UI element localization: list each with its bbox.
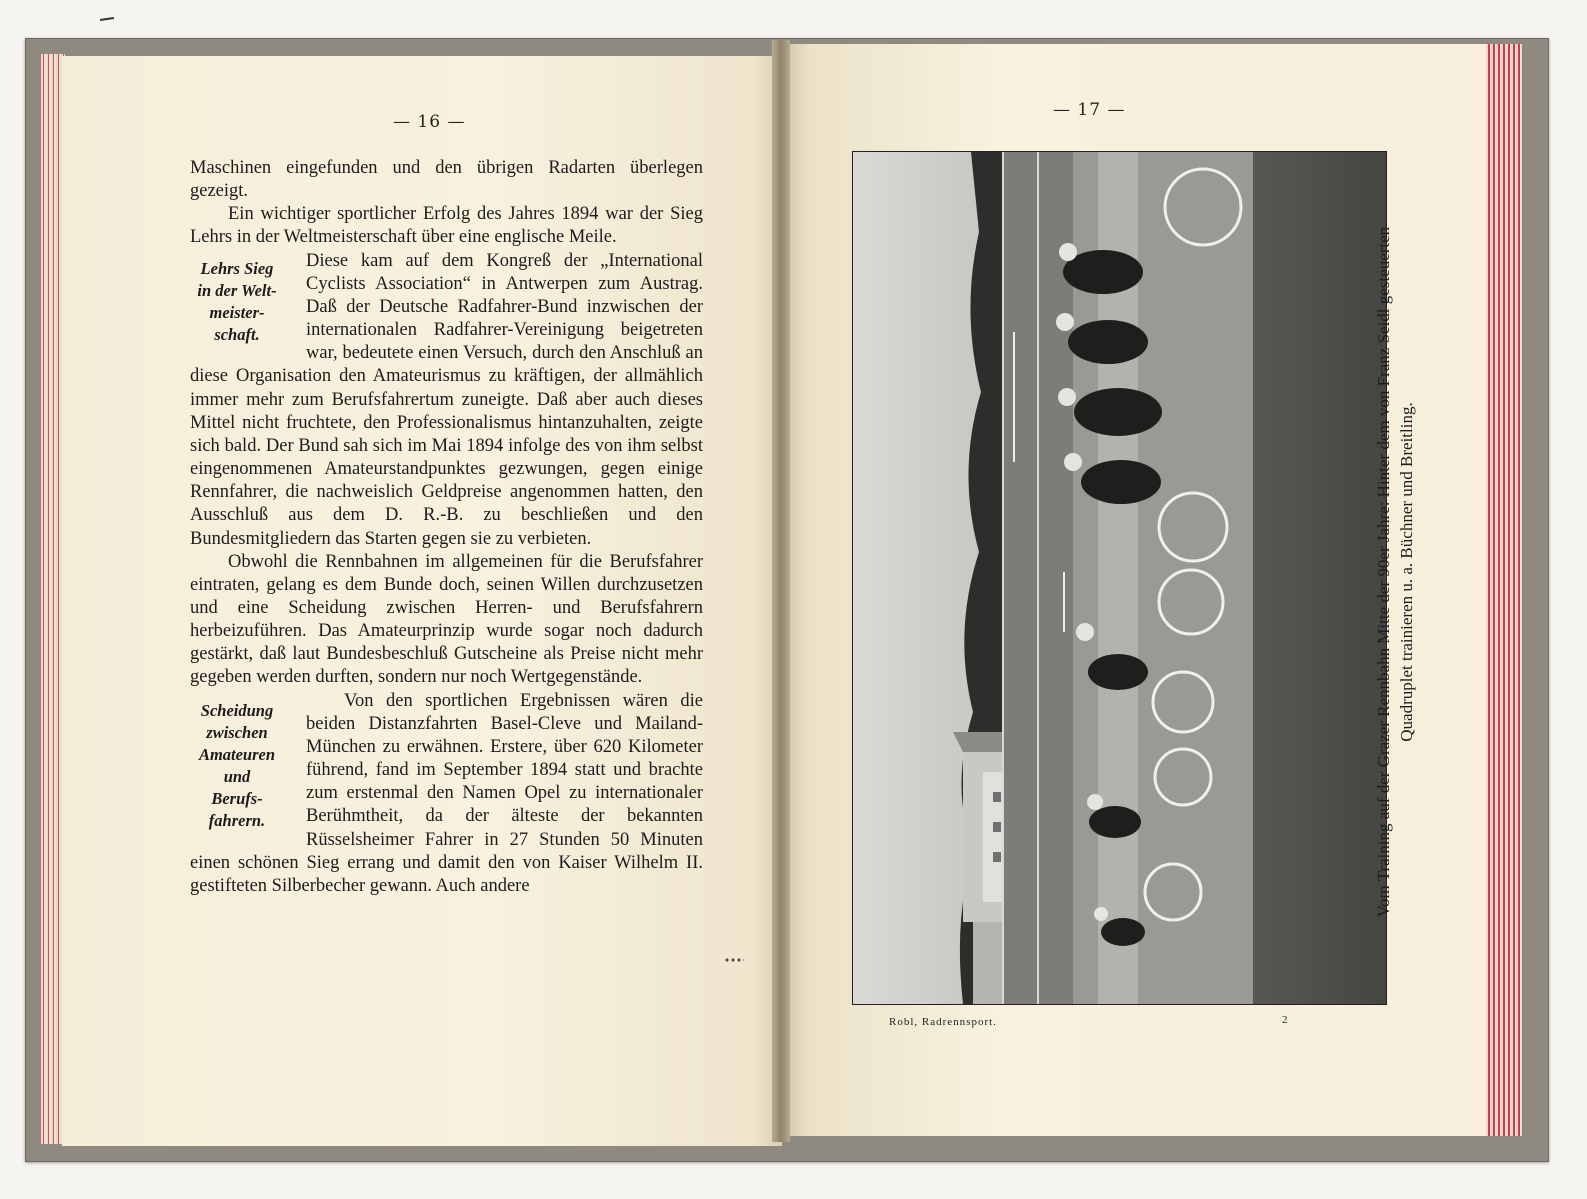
side-note-line: fahrern. — [208, 810, 266, 830]
side-note-line: Lehrs Sieg — [200, 258, 274, 278]
paragraph-3: Obwohl die Rennbahnen im allgemeinen für die Berufsfahrer eintraten, gelang es dem Bunde doch, seinen Willen durchzusetzen und eine Scheidung zwischen Herren- und Berufsfahrern herbeizuführen. Das Amateurprinzip wurde sogar noch dadurch gestärkt, daß laut Bundesbeschluß Gutscheine als Preise nicht mehr gegeben werden durften, sondern nur noch Wertgegenstände. — [190, 551, 703, 688]
ink-mark — [724, 958, 744, 962]
book-gutter — [772, 40, 790, 1142]
caption-text — [1372, 145, 1418, 1000]
side-note-line: in der Welt- — [197, 280, 277, 300]
side-note-scheidung — [186, 700, 288, 832]
side-note-line: zwischen — [206, 722, 268, 742]
side-note-line: Berufs- — [211, 788, 263, 808]
margin-mark — [100, 17, 114, 21]
paragraph-4: Von den sportlichen Ergebnissen wären die beiden Distanzfahrten Basel-Cleve und Mailand-München zu erwähnen. Erstere, über 620 Kilometer führend, fand im September 1894 statt und brachte zum erstenmal den Namen Opel zu internationaler Berühmtheit, da der älteste der bekannten Rüsselsheimer Fahrer in 27 Stunden 50 Minuten einen schönen Sieg errang und damit den von Kaiser Wilhelm II. gestifteten Silberbecher gewann. Auch andere — [190, 690, 703, 896]
side-note-line: Scheidung — [200, 700, 274, 720]
paragraph-1: Maschinen eingefunden und den übrigen Radarten überlegen gezeigt. — [190, 158, 703, 202]
sheet-signature: 2 — [1282, 1014, 1288, 1026]
page-number-right: — 17 — — [1053, 100, 1126, 120]
side-note-line: Amateuren — [198, 744, 276, 764]
photograph-quadruplet-training — [852, 151, 1387, 1005]
side-note-line: meister- — [209, 302, 265, 322]
paragraph-3-lead — [190, 551, 703, 690]
paragraph-2: Diese kam auf dem Kongreß der „International Cyclists Association“ in Antwerpen zum Austrag. Daß der Deutsche Radfahrer-Bund inzwischen der internationalen Radfahrer-Vereinigung beigetreten war, bedeutete einen Versuch, durch den Anschluß an diese Organisation den Amateurismus zu kräftigen, der allmählich immer mehr zum Berufsfahrertum zuneigte. Daß aber auch dieses Mittel nicht fruchtete, den Professionalismus hintanzuhalten, zeigte sich bald. Der Bund sah sich im Mai 1894 infolge des von ihm selbst eingenommenen Amateurstandpunktes gezwungen, gegen einige Rennfahrer, die nachweislich Geldpreise angenommen hatten, den Ausschluß aus dem D. R.-B. zu beschließen und den Bundesmitgliedern das Starten gegen sie zu verbieten. — [190, 250, 703, 549]
left-page-text — [190, 157, 703, 898]
page-number-left: — 16 — — [393, 112, 466, 132]
page-edges-right — [1486, 44, 1522, 1136]
paragraph-2-lead: Ein wichtiger sportlicher Erfolg des Jahres 1894 war der Sieg Lehrs in der Weltmeisterschaft über eine englische Meile. — [190, 204, 703, 248]
caption-line-1: Vom Training auf der Grazer Rennbahn Mitte der 90er Jahre: Hinter dem von Franz Seidl gesteuerten — [1374, 226, 1393, 918]
side-note-line: schaft. — [214, 324, 260, 344]
footer-credit: Robl, Radrennsport. — [889, 1016, 997, 1028]
side-note-lehrs-sieg — [186, 258, 288, 346]
side-note-line: und — [223, 766, 251, 786]
caption-line-2: Quadruplet trainieren u. a. Büchner und Breitling. — [1397, 402, 1416, 742]
